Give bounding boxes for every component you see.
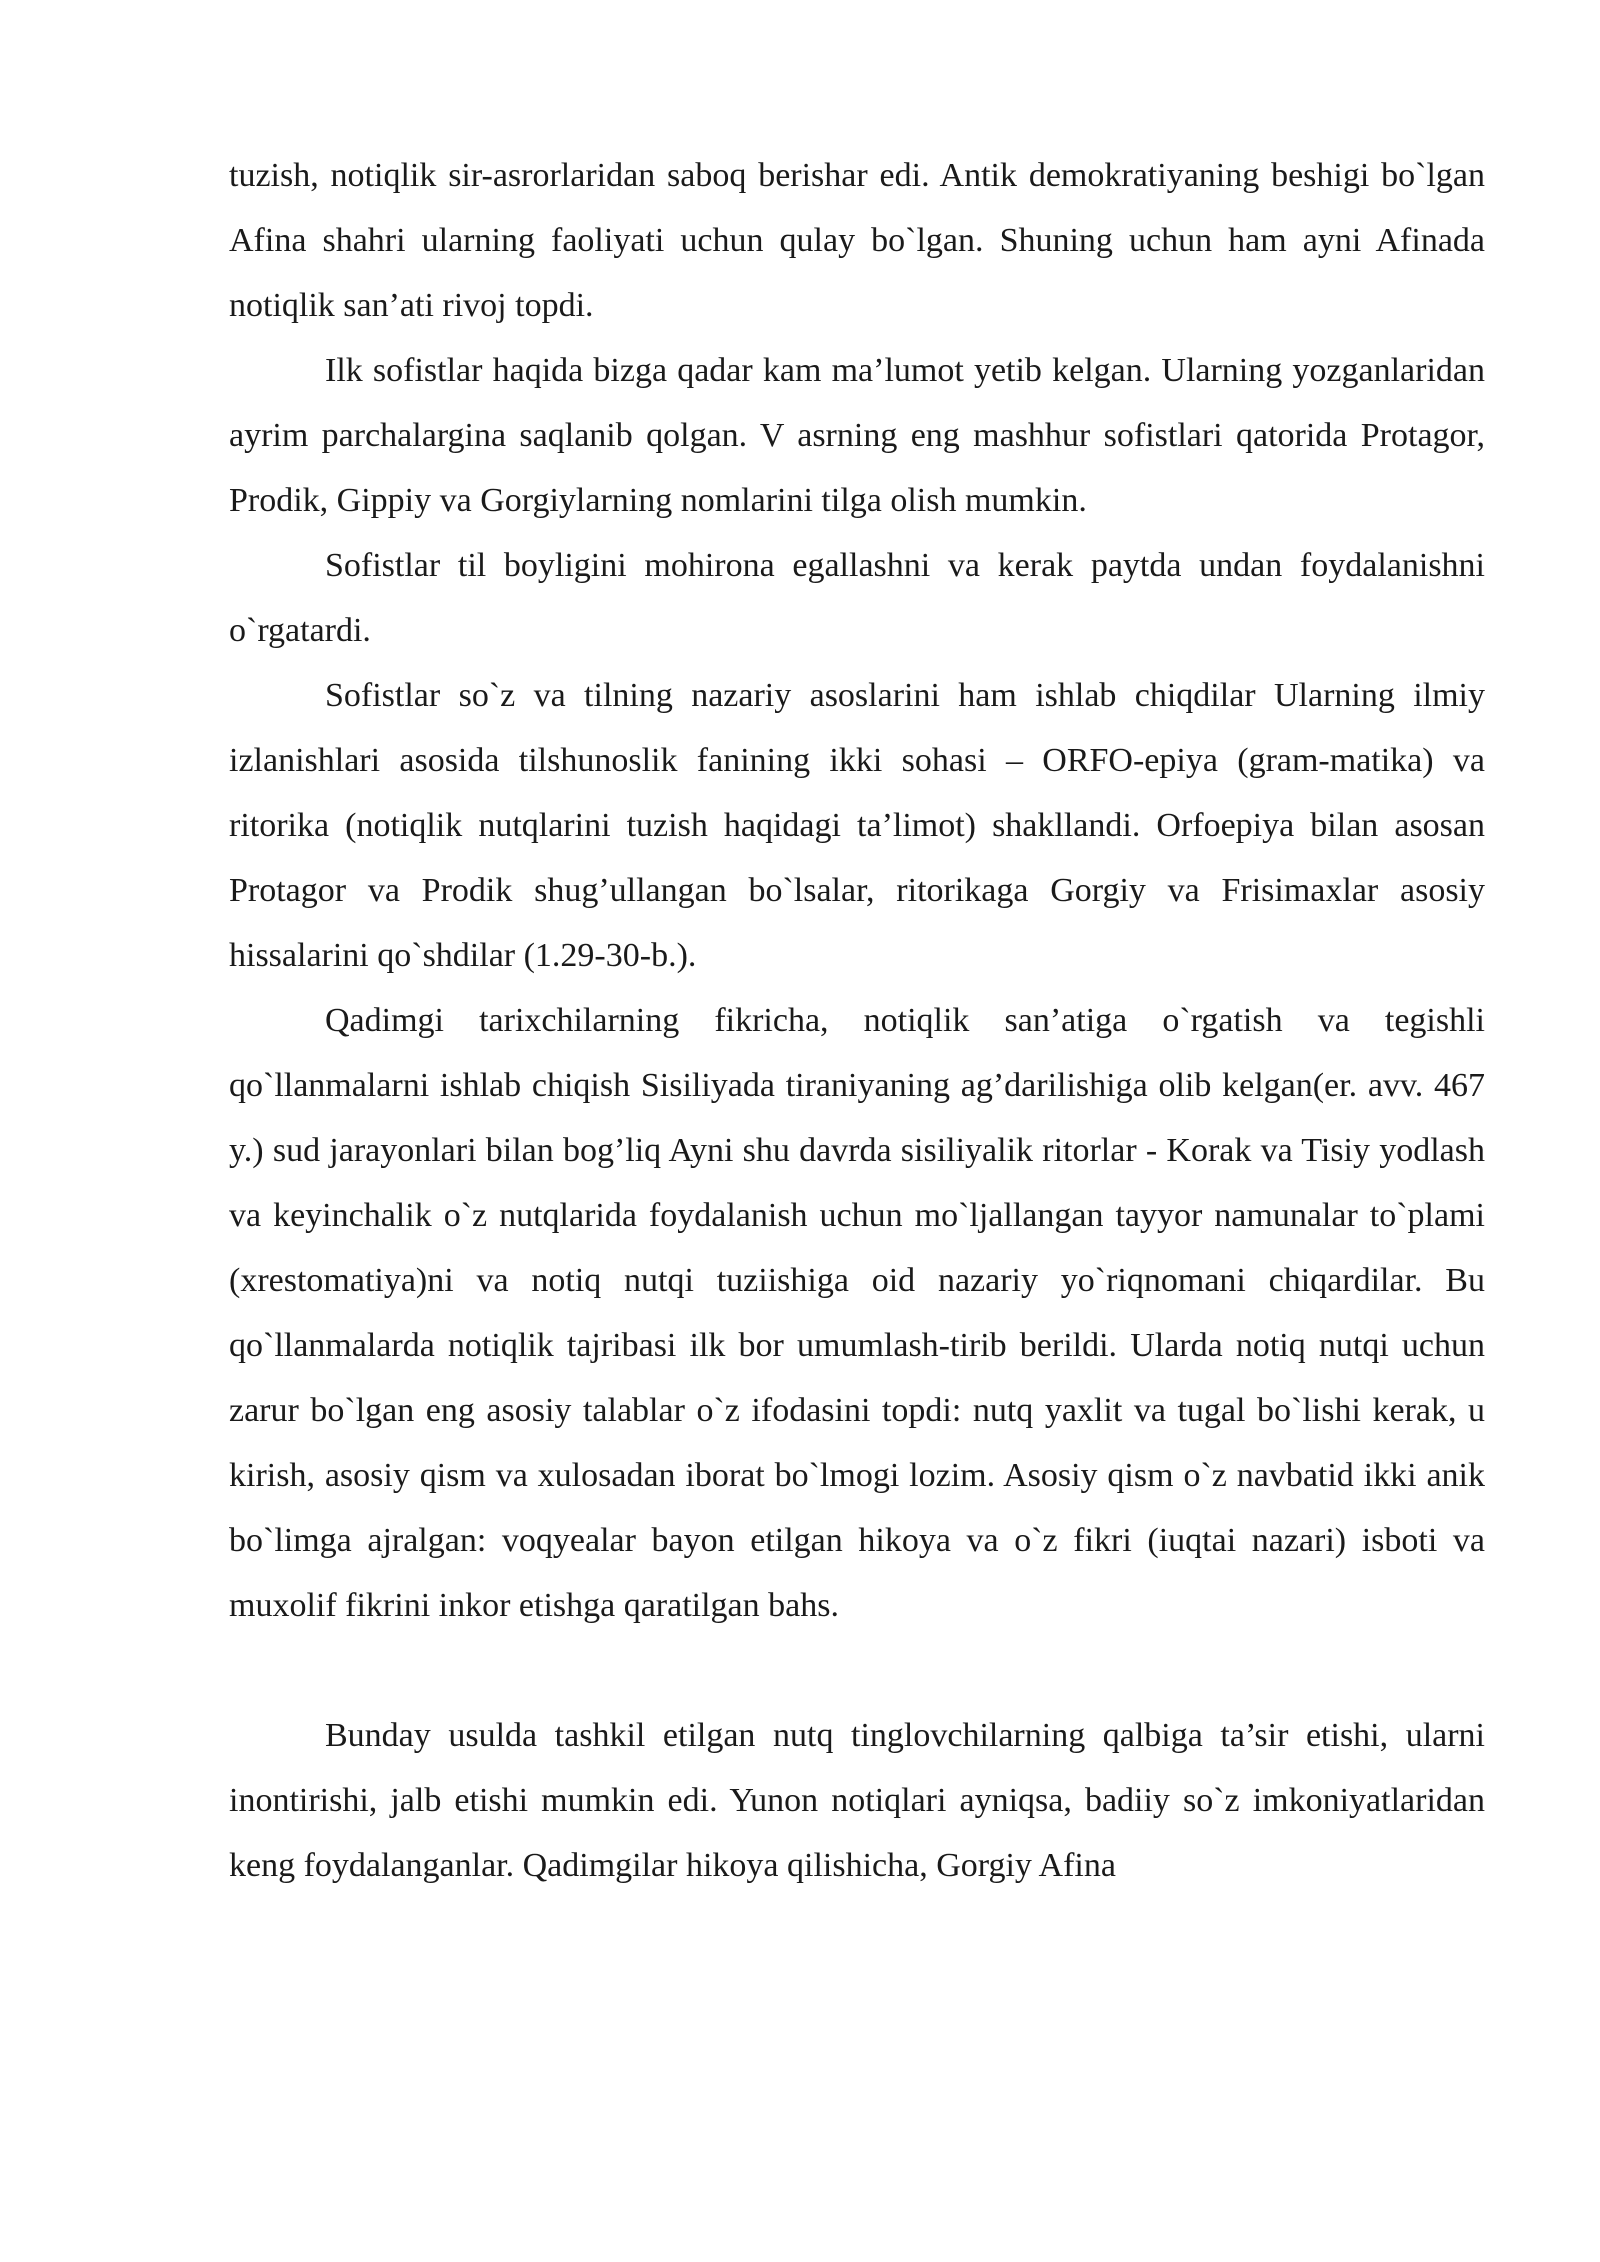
paragraph-6: Bunday usulda tashkil etilgan nutq tinglovchilarning qalbiga ta’sir etishi, ularni inontirishi, jalb etishi mumkin edi. Yunon notiqlari ayniqsa, badiiy so`z imkoniyatlaridan keng foydalanganlar. Qadimgilar hikoya qilishicha, Gorgiy Afina <box>229 1717 1485 1884</box>
paragraph-3: Sofistlar til boyligini mohirona egallashni va kerak paytda undan foydalanishni o`rgatardi. <box>229 547 1485 649</box>
paragraph-2: Ilk sofistlar haqida bizga qadar kam ma’lumot yetib kelgan. Ularning yozganlaridan ayrim parchalargina saqlanib qolgan. V asrning eng mashhur sofistlari qatorida Protagor, Prodik, Gippiy va Gorgiylarning nomlarini tilga olish mumkin. <box>229 352 1485 519</box>
document-body <box>229 143 1485 1898</box>
paragraph-4: Sofistlar so`z va tilning nazariy asoslarini ham ishlab chiqdilar Ularning ilmiy izlanishlari asosida tilshunoslik fanining ikki sohasi – ORFO-epiya (gram-matika) va ritorika (notiqlik nutqlarini tuzish haqidagi ta’limot) shakllandi. Orfoepiya bilan asosan Protagor va Prodik shug’ullangan bo`lsalar, ritorikaga Gorgiy va Frisimaxlar asosiy hissalarini qo`shdilar (1.29-30-b.). <box>229 677 1485 974</box>
paragraph-5: Qadimgi tarixchilarning fikricha, notiqlik san’atiga o`rgatish va tegishli qo`llanmalarni ishlab chiqish Sisiliyada tiraniyaning ag’darilishiga olib kelgan(er. avv. 467 y.) sud jarayonlari bilan bog’liq Ayni shu davrda sisiliyalik ritorlar - Korak va Tisiy yodlash va keyinchalik o`z nutqlarida foydalanish uchun mo`ljallangan tayyor namunalar to`plami (xrestomatiya)ni va notiq nutqi tuziishiga oid nazariy yo`riqnomani chiqardilar. Bu qo`llanmalarda notiqlik tajribasi ilk bor umumlash-tirib berildi. Ularda notiq nutqi uchun zarur bo`lgan eng asosiy talablar o`z ifodasini topdi: nutq yaxlit va tugal bo`lishi kerak, u kirish, asosiy qism va xulosadan iborat bo`lmogi lozim. Asosiy qism o`z navbatid ikki anik bo`limga ajralgan: voqyealar bayon etilgan hikoya va o`z fikri (iuqtai nazari) isboti va muxolif fikrini inkor etishga qaratilgan bahs. <box>229 1002 1485 1624</box>
paragraph-1: tuzish, notiqlik sir-asrorlaridan saboq berishar edi. Antik demokratiyaning beshigi bo`lgan Afina shahri ularning faoliyati uchun qulay bo`lgan. Shuning uchun ham ayni Afinada notiqlik san’ati rivoj topdi. <box>229 157 1485 324</box>
